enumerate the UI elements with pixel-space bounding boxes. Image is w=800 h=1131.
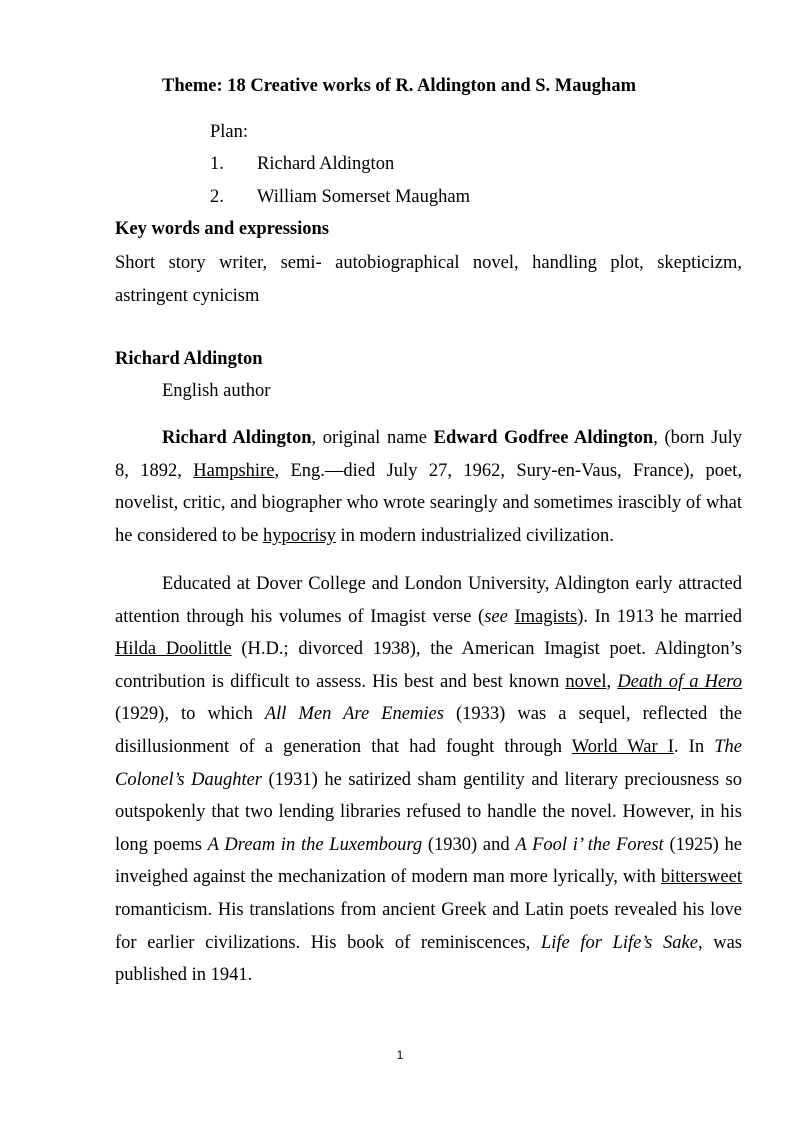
link-world-war-i[interactable]: World War I bbox=[571, 736, 674, 757]
paragraph-text: , bbox=[606, 671, 618, 692]
paragraph-text: , was published in 1941. bbox=[115, 932, 743, 986]
plan-label: Plan: bbox=[210, 122, 249, 142]
author-name: Richard Aldington bbox=[162, 428, 312, 448]
key-words-text: Short story writer, semi- autobiographical novel, handling plot, skepticizm, astringent cynicism bbox=[115, 253, 742, 306]
career-paragraph bbox=[115, 568, 742, 992]
paragraph-text: (1925) he inveighed against the mechanization of modern man more lyrically, with bbox=[115, 834, 742, 888]
paragraph-text: Educated at Dover College and London University, Aldington early attracted attention through his volumes of Imagist verse ( bbox=[115, 574, 742, 627]
paragraph-text: romanticism. His translations from ancient Greek and Latin poets revealed his love for earlier civilizations. His book of reminiscences, bbox=[115, 899, 742, 953]
book-title: The Colonel’s Daughter bbox=[115, 736, 742, 790]
paragraph-text: (1931) he satirized sham gentility and literary preciousness so outspokenly that two lending libraries refused to handle the novel. However, in his long poems bbox=[115, 769, 743, 855]
link-imagists[interactable]: Imagists bbox=[514, 606, 578, 627]
document-page bbox=[115, 0, 742, 1131]
book-title: All Men Are Enemies bbox=[264, 704, 444, 725]
paragraph-text: . In bbox=[673, 736, 715, 757]
paragraph-text: , (born July 8, 1892, bbox=[115, 428, 742, 481]
key-words-heading: Key words and expressions bbox=[115, 219, 329, 239]
paragraph-text: in modern industrialized civilization. bbox=[335, 525, 614, 546]
see-reference: see bbox=[484, 606, 508, 627]
link-bittersweet[interactable]: bittersweet bbox=[660, 867, 742, 888]
plan-item bbox=[210, 187, 470, 208]
paragraph-text bbox=[508, 607, 515, 627]
biography-paragraph bbox=[115, 422, 742, 552]
plan-item-text: William Somerset Maugham bbox=[257, 187, 470, 207]
book-title: A Dream in the Luxembourg bbox=[207, 834, 423, 855]
paragraph-text: , original name bbox=[311, 428, 434, 448]
link-hypocrisy[interactable]: hypocrisy bbox=[262, 525, 336, 546]
link-death-of-a-hero[interactable]: Death of a Hero bbox=[617, 671, 743, 692]
plan-item-number: 1. bbox=[210, 154, 224, 174]
section-subtitle: English author bbox=[162, 381, 271, 401]
link-novel[interactable]: novel bbox=[565, 671, 607, 692]
book-title: A Fool i’ the Forest bbox=[515, 834, 664, 855]
paragraph-text: , Eng.—died July 27, 1962, Sury-en-Vaus, France), poet, novelist, critic, and biographer who wrote searingly and sometimes irascibly of what he considered to be bbox=[115, 460, 743, 546]
paragraph-text: (1929), to which bbox=[115, 704, 265, 725]
page-number: 1 bbox=[396, 1048, 404, 1062]
plan-item-text: Richard Aldington bbox=[257, 154, 395, 174]
plan-item bbox=[210, 154, 394, 175]
paragraph-text: (1933) was a sequel, reflected the disillusionment of a generation that had fought through bbox=[115, 704, 742, 757]
plan-item-number: 2. bbox=[210, 187, 224, 207]
paragraph-text: ). In 1913 he married bbox=[577, 606, 742, 627]
document-title: Theme: 18 Creative works of R. Aldington and S. Maugham bbox=[162, 76, 636, 96]
link-hilda-doolittle[interactable]: Hilda Doolittle bbox=[115, 639, 232, 660]
book-title: Life for Life’s Sake bbox=[540, 932, 698, 953]
link-hampshire[interactable]: Hampshire bbox=[193, 460, 275, 481]
original-name: Edward Godfree Aldington bbox=[433, 428, 654, 448]
paragraph-text: (H.D.; divorced 1938), the American Imagist poet. Aldington’s contribution is difficult to assess. His best and best known bbox=[115, 639, 743, 692]
paragraph-text: (1930) and bbox=[422, 834, 516, 855]
section-heading: Richard Aldington bbox=[115, 349, 263, 369]
